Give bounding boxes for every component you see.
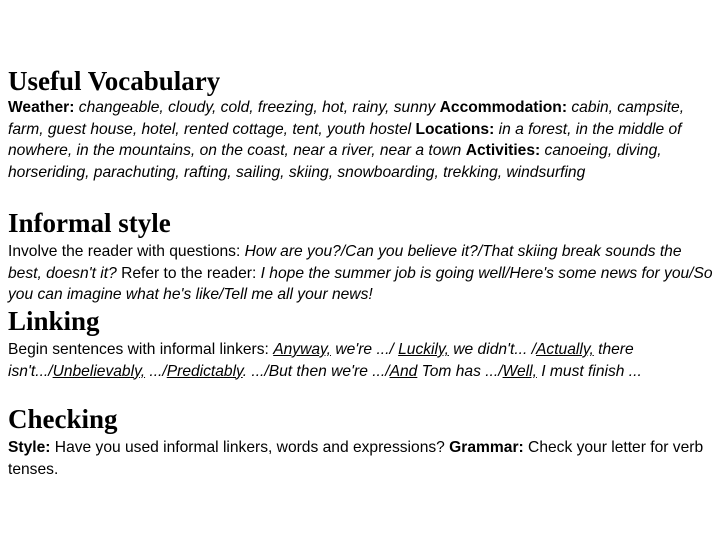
linker-example-text: .../ [145,362,167,380]
linker-actually: Actually, [536,341,594,358]
locations-label: Locations: [415,120,495,138]
linker-example-text: . .../But then we're .../ [242,362,390,380]
checking-paragraph [8,437,714,480]
linker-example-text: I must finish ... [536,362,642,380]
locations-words: in a forest, in the middle of nowhere, in the mountains, on the coast, near a river, near a town [8,120,682,159]
informal-style-paragraph [8,241,714,306]
accommodation-label: Accommodation: [439,99,568,116]
style-text: Have you used informal linkers, words and expressions? [50,439,450,456]
linker-anyway: Anyway, [273,341,331,358]
linking-lead: Begin sentences with informal linkers: [8,341,274,358]
linker-example-text: Tom has .../ [417,362,503,380]
linker-well: Well, [502,362,537,380]
linking-heading: Linking [8,306,100,336]
activities-words: canoeing, diving, horseriding, parachuting, rafting, sailing, skiing, snowboarding, trekking, windsurfing [8,142,662,181]
linker-predictably: Predictably [166,362,243,380]
checking-heading: Checking [8,404,118,434]
linker-and: And [389,362,418,380]
linker-unbelievably: Unbelievably, [52,362,146,380]
linking-paragraph [8,339,714,382]
style-label: Style: [8,439,51,456]
grammar-text: Check your letter for verb tenses. [8,439,704,478]
activities-label: Activities: [465,142,541,159]
weather-words: changeable, cloudy, cold, freezing, hot, rainy, sunny [74,99,440,116]
refer-examples: I hope the summer job is going well/Here's some news for you/So you can imagine what he's like/Tell me all your news! [8,264,713,303]
vocabulary-paragraph [8,97,714,183]
question-examples: How are you?/Can you believe it?/That skiing break sounds the best, doesn't it? [8,243,682,282]
refer-lead: Refer to the reader: [116,264,261,282]
linker-example-text: there isn't.../ [8,341,634,380]
accommodation-words: cabin, campsite, farm, guest house, hotel, rented cottage, tent, youth hostel [8,99,685,138]
linker-luckily: Luckily, [398,341,449,358]
vocabulary-heading: Useful Vocabulary [8,66,221,96]
grammar-label: Grammar: [449,439,524,456]
linker-example-text: we're .../ [331,341,399,358]
linker-example-text: we didn't... / [448,341,537,358]
weather-label: Weather: [8,99,75,116]
informal-style-heading: Informal style [8,208,171,238]
questions-lead: Involve the reader with questions: [8,243,245,260]
